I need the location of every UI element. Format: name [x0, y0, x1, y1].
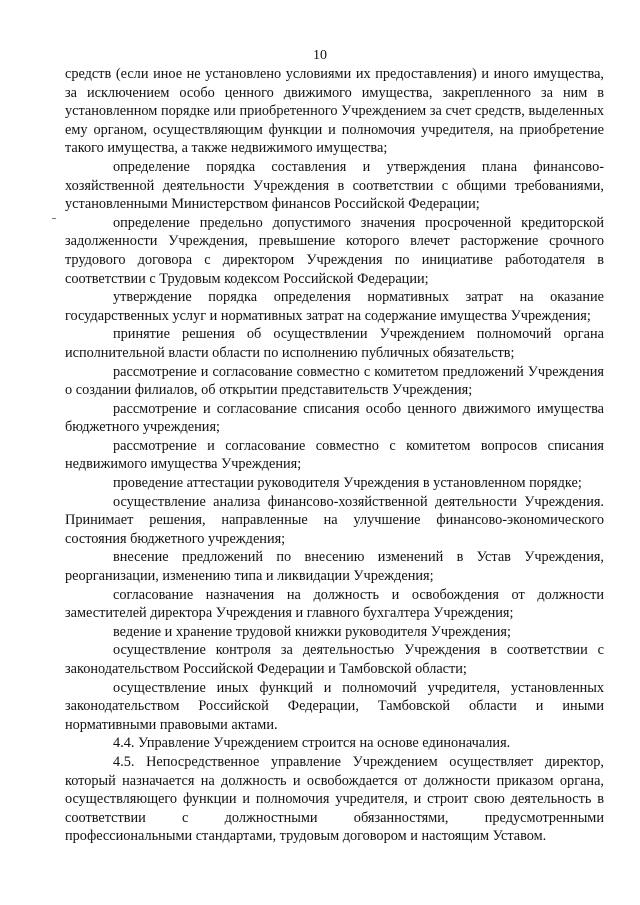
paragraph-branches: рассмотрение и согласование совместно с комитетом предложений Учреждения о создании филиалов, об открытии представительств Учреждения;	[65, 363, 604, 399]
paragraph-section-4-4: 4.4. Управление Учреждением строится на основе единоначалия.	[113, 735, 511, 752]
paragraph-plan-procedure: определение порядка составления и утверждения плана финансово-хозяйственной деятельности Учреждения в соответствии с общими требованиями, установленными Министерством финансов Российской Федерации;	[65, 158, 604, 213]
paragraph-section-4-5: 4.5. Непосредственное управление Учреждением осуществляет директор, который назначается на должность и освобождается от должности приказом органа, осуществляющего функции и полномочия учредителя, и строит свою деятельность в соответствии с должностными обязанностями, предусмотренными профессиональными стандартами, трудовым договором и настоящим Уставом.	[65, 753, 604, 845]
margin-mark	[52, 218, 56, 219]
paragraph-movable-writeoff: рассмотрение и согласование списания особо ценного движимого имущества бюджетного учреждения;	[65, 400, 604, 436]
paragraph-financial-analysis: осуществление анализа финансово-хозяйственной деятельности Учреждения. Принимает решения, направленные на улучшение финансово-экономического состояния бюджетного учреждения;	[65, 493, 604, 547]
paragraph-debt-limit: определение предельно допустимого значения просроченной кредиторской задолженности Учреждения, превышение которого влечет расторжение срочного трудового договора с директором Учреждения по инициативе работодателя в соответствии с Трудовым кодексом Российской Федерации;	[65, 214, 604, 287]
paragraph-attestation: проведение аттестации руководителя Учреждения в установленном порядке;	[113, 475, 582, 492]
paragraph-normative-costs: утверждение порядка определения нормативных затрат на оказание государственных услуг и нормативных затрат на содержание имущества Учреждения;	[65, 289, 604, 324]
paragraph-charter-changes: внесение предложений по внесению изменений в Устав Учреждения, реорганизации, изменению типа и ликвидации Учреждения;	[65, 549, 604, 585]
paragraph-property-clause: средств (если иное не установлено условиями их предоставления) и иного имущества, за исключением особо ценного движимого имущества, закрепленного за ним в установленном порядке или приобретенного Учреждением за счет средств, выделенных ему органом, осуществляющим функции и полномочия учредителя, на приобретение такого имущества, а также недвижимого имущества;	[65, 66, 604, 157]
paragraph-other-functions: осуществление иных функций и полномочий учредителя, установленных законодательством Российской Федерации, Тамбовской области и иными нормативными правовыми актами.	[65, 679, 604, 733]
paragraph-control: осуществление контроля за деятельностью Учреждения в соответствии с законодательством Российской Федерации и Тамбовской области;	[65, 642, 604, 677]
paragraph-employment-book: ведение и хранение трудовой книжки руководителя Учреждения;	[113, 623, 511, 640]
paragraph-public-obligations: принятие решения об осуществлении Учреждением полномочий органа исполнительной власти области по исполнению публичных обязательств;	[65, 326, 604, 361]
page-number: 10	[313, 48, 327, 63]
paragraph-deputy-appointments: согласование назначения на должность и освобождения от должности заместителей директора Учреждения и главного бухгалтера Учреждения;	[65, 586, 604, 622]
document-body	[65, 65, 604, 846]
paragraph-real-estate-writeoff: рассмотрение и согласование совместно с комитетом вопросов списания недвижимого имущества Учреждения;	[65, 437, 604, 473]
